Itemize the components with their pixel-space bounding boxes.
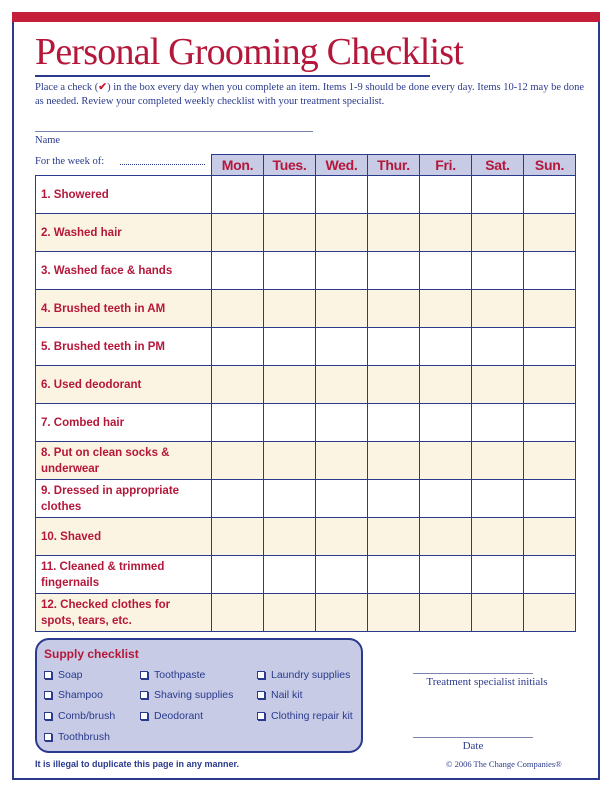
day-checkbox[interactable] [472, 214, 524, 252]
day-checkbox[interactable] [420, 290, 472, 328]
day-checkbox[interactable] [264, 328, 316, 366]
day-checkbox[interactable] [212, 404, 264, 442]
item-label: 2. Washed hair [36, 214, 212, 252]
day-checkbox[interactable] [264, 518, 316, 556]
corner-cell [36, 155, 212, 176]
day-checkbox[interactable] [472, 252, 524, 290]
table-row [36, 518, 576, 556]
checkbox-icon[interactable] [44, 691, 52, 699]
day-checkbox[interactable] [420, 594, 472, 632]
day-checkbox[interactable] [264, 214, 316, 252]
day-checkbox[interactable] [524, 518, 576, 556]
date-label: Date [462, 740, 484, 752]
day-checkbox[interactable] [368, 214, 420, 252]
day-checkbox[interactable] [524, 214, 576, 252]
day-checkbox[interactable] [524, 252, 576, 290]
day-checkbox[interactable] [212, 594, 264, 632]
day-checkbox[interactable] [524, 328, 576, 366]
day-checkbox[interactable] [264, 252, 316, 290]
supply-item[interactable] [140, 669, 205, 681]
supply-item-label: Shaving supplies [154, 689, 234, 701]
checkbox-icon[interactable] [140, 671, 148, 679]
checklist-table [35, 154, 576, 632]
day-checkbox[interactable] [368, 442, 420, 480]
supply-item-label: Clothing repair kit [271, 710, 353, 722]
supply-item[interactable] [44, 710, 115, 722]
day-checkbox[interactable] [368, 594, 420, 632]
day-checkbox[interactable] [264, 556, 316, 594]
day-checkbox[interactable] [264, 442, 316, 480]
legal-notice: It is illegal to duplicate this page in any manner. [35, 759, 240, 769]
supply-item[interactable] [140, 689, 233, 701]
day-checkbox[interactable] [264, 480, 316, 518]
day-checkbox[interactable] [420, 366, 472, 404]
checkbox-icon[interactable] [44, 671, 52, 679]
day-checkbox[interactable] [368, 480, 420, 518]
day-checkbox[interactable] [264, 594, 316, 632]
day-checkbox[interactable] [316, 252, 368, 290]
check-mark-icon: ✔ [98, 82, 108, 93]
item-label: 3. Washed face & hands [36, 252, 212, 290]
name-label: Name [35, 135, 61, 146]
supply-item[interactable] [44, 689, 103, 701]
day-checkbox[interactable] [368, 252, 420, 290]
item-label: 5. Brushed teeth in PM [36, 328, 212, 366]
day-header: Mon. [212, 155, 264, 176]
item-label: 9. Dressed in appropriate clothes [36, 480, 212, 518]
supply-title: Supply checklist [44, 647, 139, 661]
day-checkbox[interactable] [472, 290, 524, 328]
supply-item-label: Deodorant [154, 710, 204, 722]
day-checkbox[interactable] [472, 480, 524, 518]
supply-item[interactable] [44, 731, 110, 743]
day-checkbox[interactable] [316, 556, 368, 594]
instructions-text-end: ) in the box every day when you complete an item. Items 1-9 should be done every day. Items 10-12 may be done as needed. Review your completed weekly checklist with your treatment specialist. [35, 82, 585, 107]
day-checkbox[interactable] [368, 366, 420, 404]
day-header: Sat. [472, 155, 524, 176]
day-checkbox[interactable] [472, 366, 524, 404]
day-checkbox[interactable] [368, 404, 420, 442]
table-row [36, 556, 576, 594]
day-checkbox[interactable] [212, 442, 264, 480]
table-row [36, 290, 576, 328]
day-checkbox[interactable] [212, 328, 264, 366]
day-checkbox[interactable] [212, 214, 264, 252]
supply-item[interactable] [257, 710, 353, 722]
day-checkbox[interactable] [212, 480, 264, 518]
day-checkbox[interactable] [524, 480, 576, 518]
day-checkbox[interactable] [368, 176, 420, 214]
table-row [36, 328, 576, 366]
day-checkbox[interactable] [212, 556, 264, 594]
page-title: Personal Grooming Checklist [35, 31, 464, 73]
day-checkbox[interactable] [368, 328, 420, 366]
day-checkbox[interactable] [212, 176, 264, 214]
table-row [36, 214, 576, 252]
supply-item-label: Toothbrush [58, 731, 110, 743]
supply-item-label: Shampoo [58, 689, 103, 701]
day-checkbox[interactable] [212, 252, 264, 290]
supply-item[interactable] [44, 669, 83, 681]
day-checkbox[interactable] [420, 328, 472, 366]
instructions [35, 81, 595, 109]
supply-item[interactable] [140, 710, 203, 722]
supply-item-label: Toothpaste [154, 669, 206, 681]
checkbox-icon[interactable] [140, 712, 148, 720]
supply-item[interactable] [257, 689, 303, 701]
table-row [36, 404, 576, 442]
day-checkbox[interactable] [316, 366, 368, 404]
title-underline [35, 75, 430, 77]
day-checkbox[interactable] [212, 290, 264, 328]
table-row [36, 594, 576, 632]
table-row [36, 252, 576, 290]
day-checkbox[interactable] [316, 214, 368, 252]
day-header: Wed. [316, 155, 368, 176]
day-checkbox[interactable] [316, 594, 368, 632]
day-checkbox[interactable] [420, 556, 472, 594]
day-checkbox[interactable] [524, 442, 576, 480]
day-checkbox[interactable] [472, 176, 524, 214]
day-checkbox[interactable] [368, 290, 420, 328]
day-checkbox[interactable] [316, 176, 368, 214]
day-checkbox[interactable] [524, 404, 576, 442]
day-header: Fri. [420, 155, 472, 176]
item-label: 12. Checked clothes for spots, tears, etc. [36, 594, 212, 632]
item-label: 8. Put on clean socks & underwear [36, 442, 212, 480]
day-checkbox[interactable] [264, 404, 316, 442]
day-checkbox[interactable] [420, 214, 472, 252]
day-header: Tues. [264, 155, 316, 176]
day-checkbox[interactable] [368, 556, 420, 594]
date-field[interactable] [413, 737, 533, 738]
table-row [36, 176, 576, 214]
checkbox-icon[interactable] [257, 712, 265, 720]
copyright: © 2006 The Change Companies® [446, 759, 562, 769]
table-row [36, 480, 576, 518]
name-field[interactable] [35, 131, 313, 132]
checkbox-icon[interactable] [140, 691, 148, 699]
item-label: 6. Used deodorant [36, 366, 212, 404]
table-row [36, 366, 576, 404]
day-checkbox[interactable] [420, 176, 472, 214]
day-checkbox[interactable] [212, 518, 264, 556]
day-checkbox[interactable] [472, 328, 524, 366]
day-header: Thur. [368, 155, 420, 176]
checklist-body [36, 176, 576, 632]
checkbox-icon[interactable] [44, 733, 52, 741]
checkbox-icon[interactable] [44, 712, 52, 720]
day-checkbox[interactable] [368, 518, 420, 556]
table-row [36, 442, 576, 480]
day-checkbox[interactable] [524, 594, 576, 632]
instructions-text-start: Place a check ( [35, 82, 99, 93]
day-checkbox[interactable] [316, 290, 368, 328]
day-checkbox[interactable] [420, 404, 472, 442]
item-label: 1. Showered [36, 176, 212, 214]
day-checkbox[interactable] [420, 252, 472, 290]
supply-item-label: Comb/brush [58, 710, 116, 722]
supply-item-label: Laundry supplies [271, 669, 351, 681]
day-header: Sun. [524, 155, 576, 176]
item-label: 11. Cleaned & trimmed fingernails [36, 556, 212, 594]
day-checkbox[interactable] [472, 594, 524, 632]
supply-item-label: Soap [58, 669, 83, 681]
day-checkbox[interactable] [420, 518, 472, 556]
day-checkbox[interactable] [212, 366, 264, 404]
specialist-initials-label: Treatment specialist initials [426, 676, 548, 688]
day-checkbox[interactable] [524, 366, 576, 404]
checkbox-icon[interactable] [257, 671, 265, 679]
checkbox-icon[interactable] [257, 691, 265, 699]
day-checkbox[interactable] [524, 176, 576, 214]
day-checkbox[interactable] [472, 518, 524, 556]
day-checkbox[interactable] [524, 290, 576, 328]
day-checkbox[interactable] [524, 556, 576, 594]
day-checkbox[interactable] [420, 442, 472, 480]
day-checkbox[interactable] [316, 442, 368, 480]
day-checkbox[interactable] [264, 290, 316, 328]
day-checkbox[interactable] [472, 556, 524, 594]
item-label: 7. Combed hair [36, 404, 212, 442]
supply-item[interactable] [257, 669, 350, 681]
specialist-initials-field[interactable] [413, 673, 533, 674]
supply-item-label: Nail kit [271, 689, 303, 701]
top-accent-bar [12, 12, 600, 22]
day-header-row [36, 155, 576, 176]
day-checkbox[interactable] [264, 366, 316, 404]
day-checkbox[interactable] [472, 404, 524, 442]
day-checkbox[interactable] [420, 480, 472, 518]
item-label: 4. Brushed teeth in AM [36, 290, 212, 328]
day-checkbox[interactable] [316, 404, 368, 442]
day-checkbox[interactable] [264, 176, 316, 214]
item-label: 10. Shaved [36, 518, 212, 556]
day-checkbox[interactable] [472, 442, 524, 480]
supply-checklist [35, 638, 363, 753]
day-checkbox[interactable] [316, 480, 368, 518]
day-checkbox[interactable] [316, 328, 368, 366]
day-checkbox[interactable] [316, 518, 368, 556]
week-label: For the week of: [35, 156, 105, 167]
